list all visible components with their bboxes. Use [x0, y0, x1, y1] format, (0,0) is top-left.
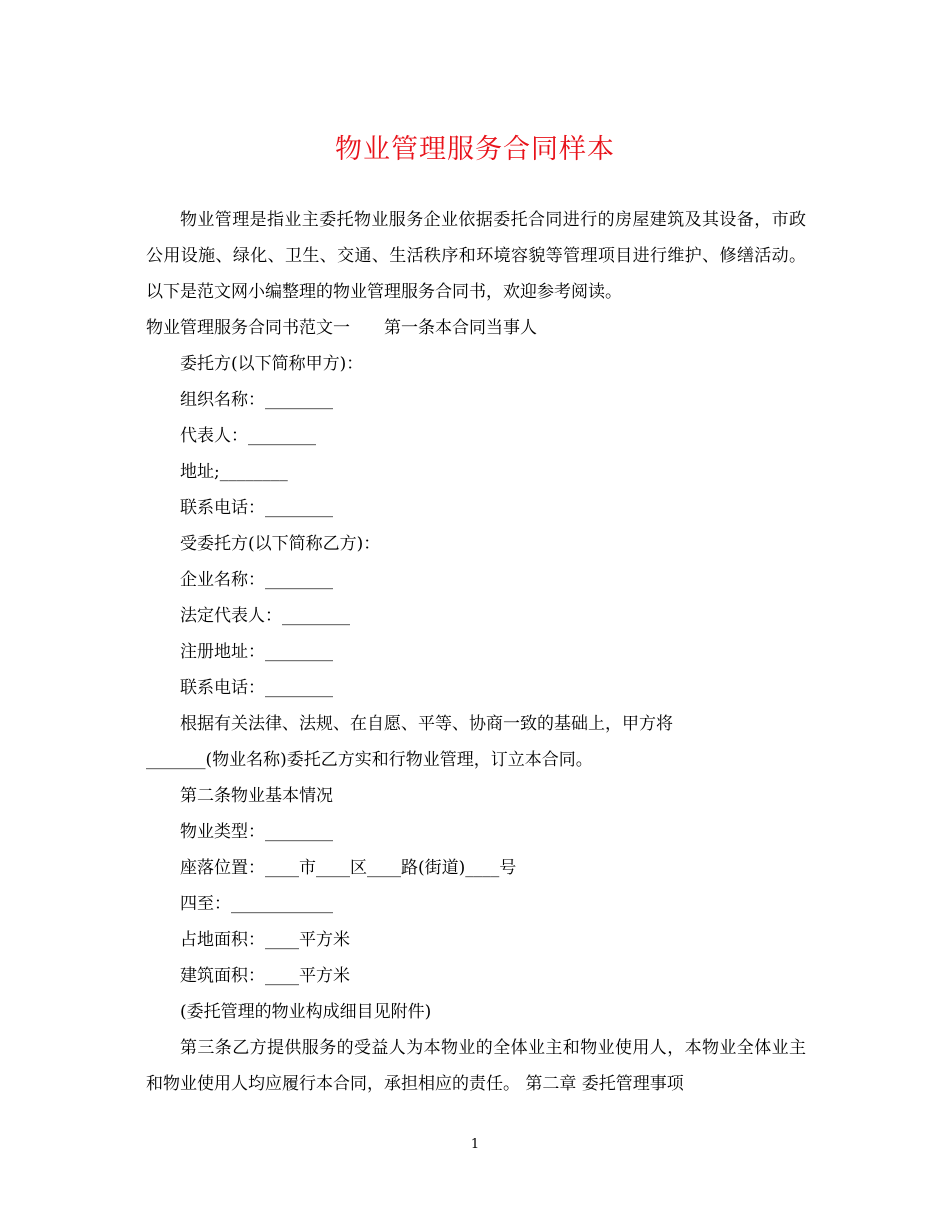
page-number: 1: [470, 1137, 480, 1152]
document-body: [146, 202, 806, 1102]
text-line: 受委托方(以下简称乙方)：: [180, 534, 381, 554]
text-line: 组织名称：________: [180, 390, 333, 410]
text-line: 物业类型：________: [180, 822, 333, 842]
text-line: 占地面积：____平方米: [180, 930, 350, 950]
continuation-line: _______(物业名称)委托乙方实和行物业管理，订立本合同。: [146, 750, 593, 770]
text-line: 委托方(以下简称甲方)：: [180, 354, 364, 374]
text-line: 联系电话：________: [180, 678, 333, 698]
text-line: 法定代表人：________: [180, 606, 350, 626]
text-line: 第二条物业基本情况: [180, 786, 333, 806]
text-line: (委托管理的物业构成细目见附件): [180, 1002, 432, 1022]
intro-paragraph: 物业管理是指业主委托物业服务企业依据委托合同进行的房屋建筑及其设备，市政公用设施、绿化、卫生、交通、生活秩序和环境容貌等管理项目进行维护、修缮活动。以下是范文网小编整理的物业管理服务合同书，欢迎参考阅读。: [146, 210, 806, 302]
text-line: 代表人：________: [180, 426, 316, 446]
article3-paragraph: 第三条乙方提供服务的受益人为本物业的全体业主和物业使用人，本物业全体业主和物业使用人均应履行本合同，承担相应的责任。 第二章 委托管理事项: [146, 1038, 806, 1094]
text-line: 注册地址：________: [180, 642, 333, 662]
article1-heading: 第一条本合同当事人: [384, 318, 537, 338]
text-line: 企业名称：________: [180, 570, 333, 590]
text-line: 四至：____________: [180, 894, 333, 914]
text-line: 根据有关法律、法规、在自愿、平等、协商一致的基础上，甲方将: [180, 714, 673, 734]
text-line: 座落位置：____市____区____路(街道)____号: [180, 858, 517, 878]
text-line: 地址;________: [180, 462, 288, 482]
page-title: 物业管理服务合同样本: [335, 134, 615, 165]
sample-heading-line: [146, 310, 806, 346]
sample-heading: 物业管理服务合同书范文一: [146, 318, 350, 338]
text-line: 联系电话：________: [180, 498, 333, 518]
text-line: 建筑面积：____平方米: [180, 966, 350, 986]
